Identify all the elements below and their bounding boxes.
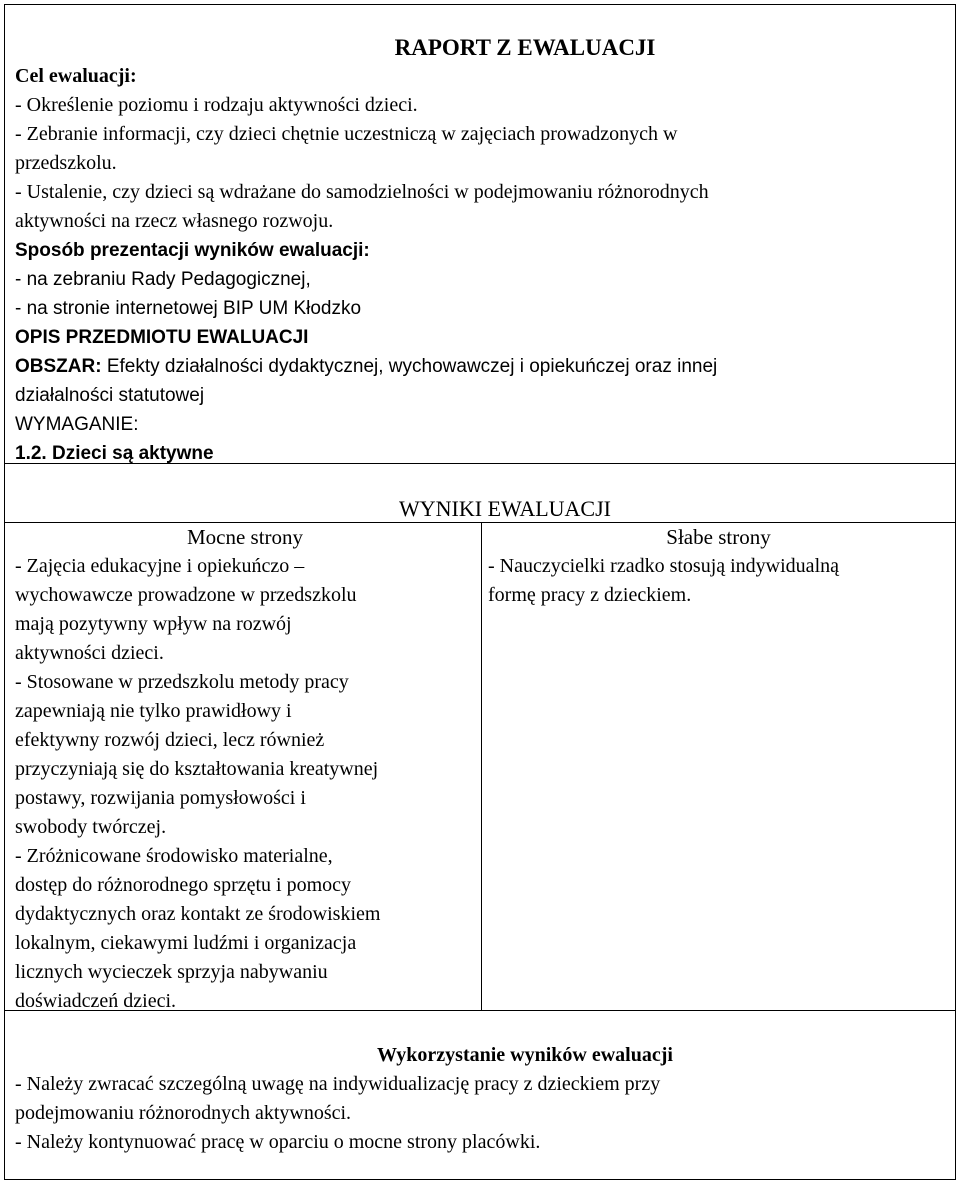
strength-line: dostęp do różnorodnego sprzętu i pomocy (15, 874, 352, 896)
report-title: RAPORT Z EWALUACJI (394, 35, 656, 60)
weakness-line: formę pracy z dzieckiem. (488, 584, 692, 606)
area-text: Efekty działalności dydaktycznej, wychowawczej i opiekuńczej oraz innej (101, 356, 718, 377)
strengths-column (5, 522, 481, 1016)
goal-item: - Zebranie informacji, czy dzieci chętnie uczestniczą w zajęciach prowadzonych w (15, 123, 678, 145)
report-header-section (4, 4, 956, 464)
subject-heading: OPIS PRZEDMIOTU EWALUACJI (15, 327, 309, 348)
strength-line: swobody twórczej. (15, 816, 167, 838)
strength-line: licznych wycieczek sprzyja nabywaniu (15, 961, 328, 983)
strength-line: postawy, rozwijania pomysłowości i (15, 787, 306, 809)
strength-line: - Zróżnicowane środowisko materialne, (15, 845, 333, 867)
requirement-text: 1.2. Dzieci są aktywne (15, 443, 214, 464)
goal-label: Cel ewaluacji: (15, 65, 137, 87)
strength-line: wychowawcze prowadzone w przedszkolu (15, 584, 357, 606)
strength-line: - Stosowane w przedszkolu metody pracy (15, 671, 349, 693)
weaknesses-title: Słabe strony (666, 525, 771, 549)
strength-line: mają pozytywny wpływ na rozwój (15, 613, 292, 635)
goal-item: - Określenie poziomu i rodzaju aktywności dzieci. (15, 94, 418, 116)
results-title: WYNIKI EWALUACJI (398, 496, 611, 521)
usage-title: Wykorzystanie wyników ewaluacji (377, 1044, 673, 1066)
presentation-label: Sposób prezentacji wyników ewaluacji: (15, 240, 370, 261)
goal-item: przedszkolu. (15, 152, 117, 174)
area-label: OBSZAR: (15, 356, 102, 377)
strength-line: przyczyniają się do kształtowania kreatywnej (15, 758, 379, 780)
usage-line: - Należy zwracać szczególną uwagę na indywidualizację pracy z dzieckiem przy (15, 1073, 661, 1095)
area-text-cont: działalności statutowej (15, 385, 205, 406)
goal-item: aktywności na rzecz własnego rozwoju. (15, 210, 334, 232)
strength-line: efektywny rozwój dzieci, lecz również (15, 729, 325, 751)
strength-line: - Zajęcia edukacyjne i opiekuńczo – (15, 555, 305, 577)
presentation-item: - na stronie internetowej BIP UM Kłodzko (15, 298, 362, 319)
strength-line: dydaktycznych oraz kontakt ze środowiskiem (15, 903, 381, 925)
weaknesses-column (482, 522, 955, 610)
usage-section (4, 1010, 956, 1180)
strengths-title: Mocne strony (186, 525, 304, 549)
requirement-label: WYMAGANIE: (15, 414, 139, 435)
presentation-item: - na zebraniu Rady Pedagogicznej, (15, 269, 311, 290)
strength-line: aktywności dzieci. (15, 642, 164, 664)
strength-line: zapewniają nie tylko prawidłowy i (15, 700, 292, 722)
weakness-line: - Nauczycielki rzadko stosują indywidualną (488, 555, 839, 577)
strength-line: lokalnym, ciekawymi ludźmi i organizacja (15, 932, 357, 954)
usage-line: podejmowaniu różnorodnych aktywności. (15, 1102, 352, 1124)
area-line (15, 352, 945, 381)
usage-line: - Należy kontynuować pracę w oparciu o mocne strony placówki. (15, 1131, 541, 1153)
results-section (4, 463, 956, 1011)
goal-item: - Ustalenie, czy dzieci są wdrażane do samodzielności w podejmowaniu różnorodnych (15, 181, 709, 203)
strength-line: doświadczeń dzieci. (15, 990, 177, 1012)
